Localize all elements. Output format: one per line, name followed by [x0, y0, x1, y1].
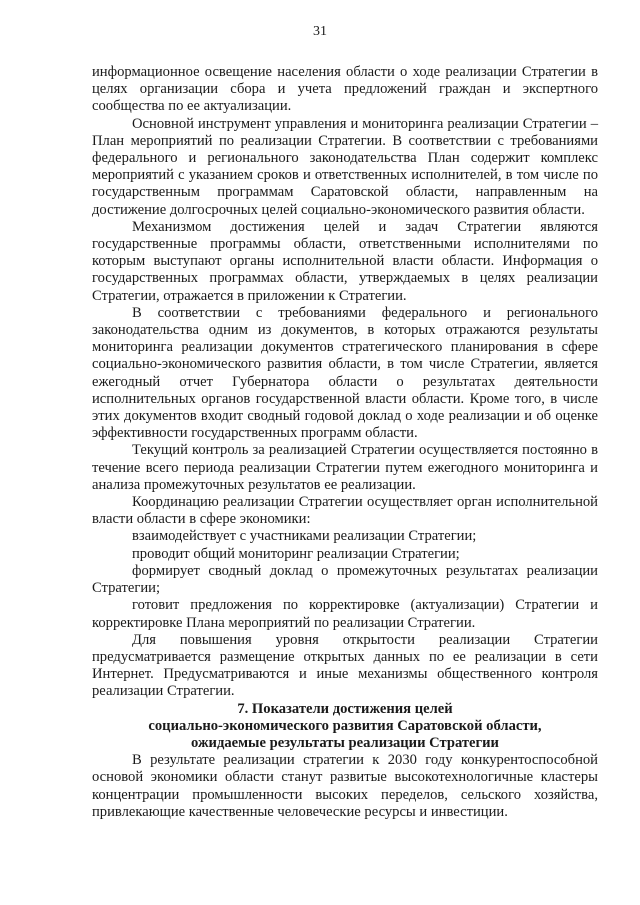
- paragraph: В соответствии с требованиями федерального и регионального законодательства одним из документов, в которых отражаются результаты мониторинга реализации документов стратегического планирования в сфере социально-экономического развития области, в том числе Стратегии, является ежегодный отчет Губернатора области о результатах деятельности исполнительных органов государственной власти области. Кроме того, в числе этих документов входит сводный годовой доклад о ходе реализации и об оценке эффективности государственных программ области.: [92, 304, 598, 442]
- document-body: [92, 64, 598, 821]
- paragraph: Текущий контроль за реализацией Стратегии осуществляется постоянно в течение всего периода реализации Стратегии путем ежегодного мониторинга и анализа промежуточных результатов ее реализации.: [92, 442, 598, 493]
- list-item: готовит предложения по корректировке (актуализации) Стратегии и корректировке Плана мероприятий по реализации Стратегии.: [92, 597, 598, 631]
- list-item: взаимодействует с участниками реализации Стратегии;: [132, 528, 477, 545]
- paragraph: Основной инструмент управления и мониторинга реализации Стратегии – План мероприятий по реализации Стратегии. В соответствии с требованиями федерального и регионального законодательства План содержит комплекс мероприятий с указанием сроков и ответственных исполнителей, в том числе по государственным программам Саратовской области, направленным на достижение долгосрочных целей социально-экономического развития области.: [92, 115, 598, 218]
- paragraph: информационное освещение населения области о ходе реализации Стратегии в целях организации сбора и учета предложений граждан и экспертного сообщества по ее актуализации.: [92, 64, 598, 115]
- list-item: формирует сводный доклад о промежуточных результатах реализации Стратегии;: [92, 562, 598, 597]
- paragraph: Для повышения уровня открытости реализации Стратегии предусматривается размещение открытых данных по ее реализации в сети Интернет. Предусматриваются и иные механизмы общественного контроля реализации Стратегии.: [92, 631, 598, 700]
- section-heading-line: социально-экономического развития Саратовской области,: [148, 717, 542, 734]
- paragraph: Координацию реализации Стратегии осуществляет орган исполнительной власти области в сфере экономики:: [92, 494, 598, 528]
- list-item: проводит общий мониторинг реализации Стратегии;: [132, 545, 460, 562]
- section-heading: [92, 701, 598, 753]
- page-number: 31: [313, 24, 327, 39]
- paragraph: В результате реализации стратегии к 2030 году конкурентоспособной основой экономики области станут развитые высокотехнологичные кластеры концентрации промышленности высоких переделов, сельского хозяйства, привлекающие качественные человеческие ресурсы и инвестиции.: [92, 752, 598, 820]
- section-heading-line: ожидаемые результаты реализации Стратегии: [191, 734, 499, 751]
- section-heading-line: 7. Показатели достижения целей: [237, 700, 453, 717]
- paragraph: Механизмом достижения целей и задач Стратегии являются государственные программы области, ответственными исполнителями по которым выступают органы исполнительной власти области. Информация о государственных программах области, утверждаемых в целях реализации Стратегии, отражается в приложении к Стратегии.: [92, 218, 598, 304]
